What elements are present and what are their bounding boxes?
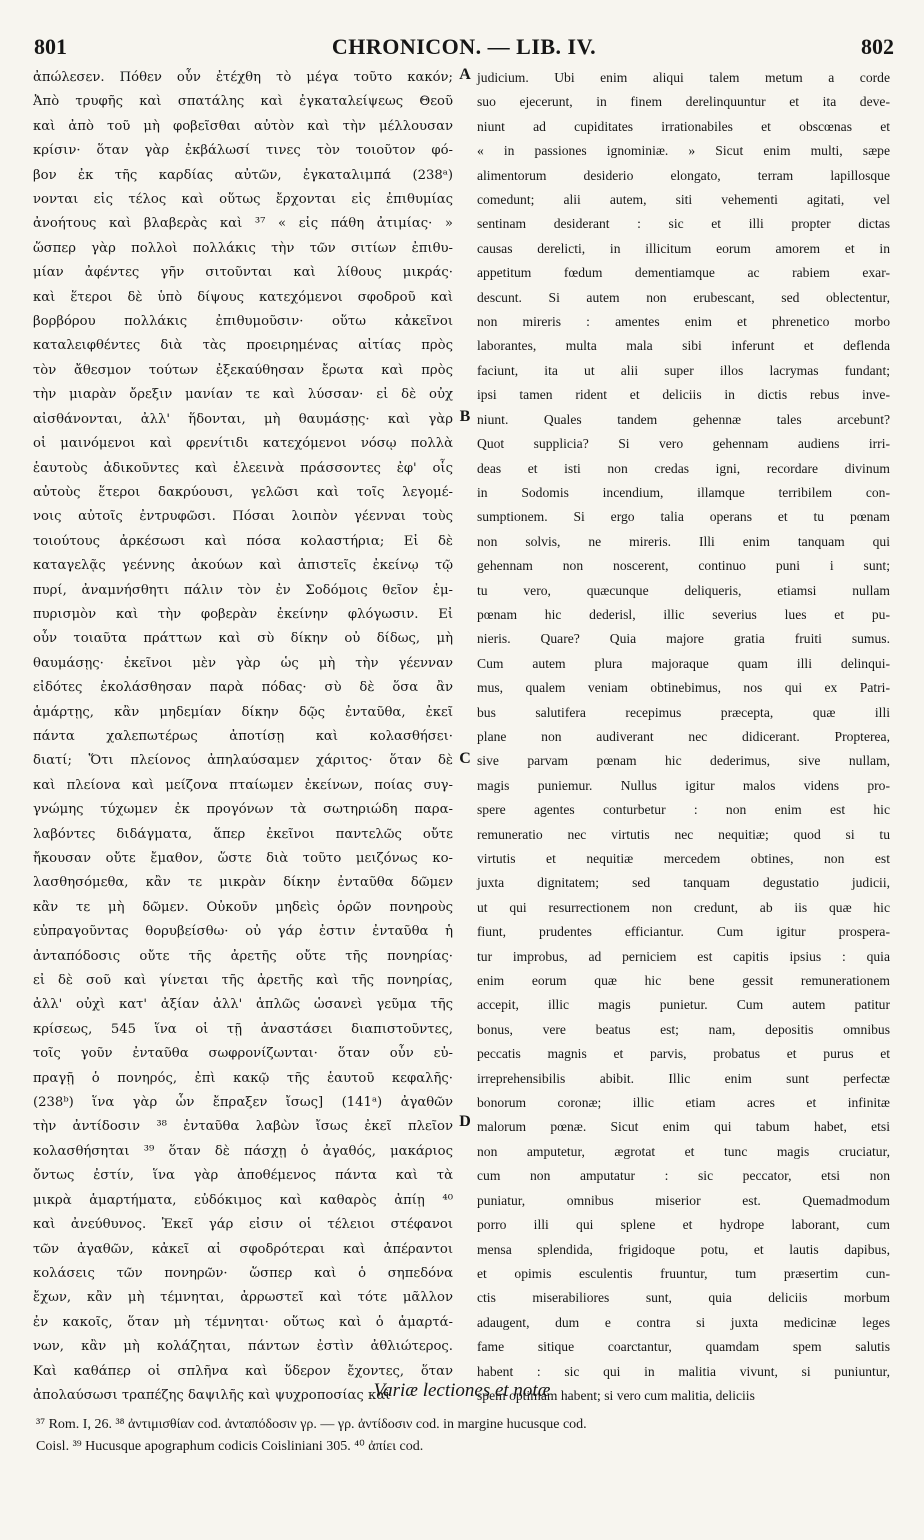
latin-text-line: bus salutifera recepimus præcepta, quæ illi xyxy=(477,704,890,720)
latin-text-line: et opimis esculentis fruuntur, tum præsertim cun- xyxy=(477,1265,890,1281)
latin-text-line: magis puniemur. Nullus igitur malos videns pro- xyxy=(477,777,890,793)
greek-text-line: ἐν κακοῖς, ὅταν μὴ τέμνηται· οὕτως καὶ ὁ ἁμαρτά- xyxy=(33,1314,453,1330)
greek-text-line: κολασθήσηται ³⁹ ὅταν δὲ πάσχῃ ὁ ἀγαθός, μακάριος xyxy=(33,1143,453,1159)
greek-text-line: τοῖς γοῦν ἐνταῦθα σωφρονίζωνται· ὅταν οὖν εὐ- xyxy=(33,1046,453,1062)
margin-letter-b: B xyxy=(459,408,471,425)
latin-text-line: tur improbus, ad perniciem est capitis ipsius : quia xyxy=(477,948,890,964)
greek-text-line: πάντα χαλεπωτέρως ἀποτίσῃ καὶ κολασθήσει· xyxy=(33,728,453,744)
greek-text-line: εἰδότες ἐκολάσθησαν παρὰ πόδας· σὺ δὲ ὅσα ἂν xyxy=(33,680,453,696)
greek-text-line: εὐπραγοῦντας θορυβείσθω· οὐ γάρ ἐστιν ἐνταῦθα ἡ xyxy=(33,924,453,940)
latin-text-line: malorum pœnæ. Sicut enim qui tabum habet, etsi xyxy=(477,1119,890,1135)
latin-text-line: ut qui resurrectionem non credunt, ab iis quæ hic xyxy=(477,899,890,915)
greek-text-line: λαβόντες διδάγματα, ἅπερ ἐκεῖνοι παντελῶς οὔτε xyxy=(33,826,453,842)
greek-text-line: λασθησόμεθα, κἂν τε μικρὰν δίκην ἐνταῦθα δῶμεν xyxy=(33,875,453,891)
latin-text-line: Cum autem plura majoraque quam illi delinqui- xyxy=(477,655,890,671)
latin-text-line: spere agentes conturbetur : non enim est hic xyxy=(477,802,890,818)
margin-letter-d: D xyxy=(459,1113,471,1130)
greek-text-line: κρίσιν· ὅταν γὰρ ἐκβάλωσί τινες τὸν τοιοῦτον φό- xyxy=(33,143,453,159)
greek-text-line: Καὶ καθάπερ οἱ σπλῆνα καὶ ὕδερον ἔχοντες, ὅταν xyxy=(33,1363,453,1379)
greek-text-line: μίαν ἀφέντες γῆν σιτοῦνται καὶ λίθους μικράς· xyxy=(33,265,453,281)
latin-text-line: tu vero, quæcunque deliqueris, etiamsi nullam xyxy=(477,582,890,598)
running-title: CHRONICON. — LIB. IV. xyxy=(331,34,597,59)
greek-text-line: οὖν τοιαῦτα πράττων καὶ σὺ δίκην οὐ δίδως, μὴ xyxy=(33,631,453,647)
greek-text-line: γνώμης τύχωμεν ἐκ προγόνων τὰ σωτηριώδη παρα- xyxy=(33,802,453,818)
margin-letter-a: A xyxy=(459,66,471,83)
greek-text-line: ἑαυτοὺς ἀδικοῦντες καὶ ἐλεεινὰ πράσσοντες ἐφ' οἷς xyxy=(33,460,453,476)
latin-text-line: descunt. Si autem non erubescant, sed oblectentur, xyxy=(477,289,890,305)
greek-text-line: τὴν ἀντίδοσιν ³⁸ ἐνταῦθα λαβὼν ἴσως ἐκεῖ πλεῖον xyxy=(33,1119,453,1135)
latin-text-line: bonus, vere beatus est; nam, depositis omnibus xyxy=(477,1021,890,1037)
latin-text-line: porro illi qui splene et hydrope laborant, cum xyxy=(477,1217,890,1233)
latin-text-line: remuneratio nec virtutis nec nequitiæ; quod si tu xyxy=(477,826,890,842)
greek-text-line: καὶ ἕτεροι δὲ ὑπὸ δίψους κατεχόμενοι σφοδροῦ καὶ xyxy=(33,289,453,305)
latin-text-line: sumptionem. Si ergo talia operans et tu pœnam xyxy=(477,509,890,525)
greek-text-line: ἀνταπόδοσις οὔτε τῆς ἀρετῆς οὔτε τῆς πονηρίας· xyxy=(33,948,453,964)
latin-text-line: plane non audiverant nec didicerant. Propterea, xyxy=(477,728,890,744)
latin-text-line: enim eorum quæ hic bene gessit remunerationem xyxy=(477,973,890,989)
latin-text-line: causas derelicti, in illicitum eorum amorem et in xyxy=(477,240,890,256)
latin-text-line: spem optimam habent; si vero cum malitia, deliciis xyxy=(477,1387,755,1403)
latin-text-column xyxy=(477,66,890,1403)
greek-text-line: τοιούτους ἀρκέσωσι καὶ πόσα κολαστήρια; Εἰ δὲ xyxy=(33,533,453,549)
greek-text-line: μικρὰ ἁμαρτήματα, εὐδόκιμος καὶ καθαρὸς ἀπίῃ ⁴⁰ xyxy=(33,1192,453,1208)
greek-text-line: ἁμάρτῃς, κἂν μηδεμίαν δίκην δῷς ἐνταῦθα, ἐκεῖ xyxy=(33,704,453,720)
greek-text-line: (238ᵇ) ἵνα γὰρ ὧν ἔπραξεν ἴσως] (141ᵃ) ἀγαθῶν xyxy=(33,1095,453,1111)
latin-text-line: appetitum fœdum dementiamque ac rabiem exar- xyxy=(477,265,890,281)
greek-text-line: καταλειφθέντες διὰ τὰς προειρημένας αἰτίας πρὸς xyxy=(33,338,453,354)
footnotes xyxy=(36,1414,894,1458)
greek-text-line: πυρί, ἀναμνήσθητι πάλιν τὸν ἐν Σοδόμοις θεῖον ἐμ- xyxy=(33,582,453,598)
latin-text-line: gehennam non noscerent, continuo puni i sunt; xyxy=(477,558,890,574)
latin-text-line: accepit, illic magis punietur. Cum autem patitur xyxy=(477,997,890,1013)
latin-text-line: in Sodomis incendium, illamque terribilem con- xyxy=(477,484,890,500)
greek-text-line: νοις αὐτοῖς ἐντρυφῶσι. Πόσαι λοιπὸν γέενναι τοὺς xyxy=(33,509,453,525)
greek-text-line: νων, κἂν μὴ κολάζηται, πάντων ἐστὶν ἀθλιώτερος. xyxy=(33,1339,453,1355)
greek-text-line: πραγῇ ὁ πονηρός, ἐπὶ κακῷ τῆς ἑαυτοῦ κεφαλῆς· xyxy=(33,1070,453,1086)
greek-text-line: ἤκουσαν οὔτε ἔμαθον, ὥστε διὰ τοῦτο μειζόνως κο- xyxy=(33,851,453,866)
greek-text-line: διατί; Ὅτι πλείονος ἀπηλαύσαμεν χάριτος· ὅταν δὲ xyxy=(33,753,453,769)
latin-text-line: adaugent, dum e contra si juxta medicinæ leges xyxy=(477,1314,890,1330)
greek-text-line: θαυμάσῃς· ἐκεῖνοι μὲν γὰρ ὡς μὴ τὴν γέενναν xyxy=(33,655,453,671)
greek-text-line: κρίσεως, 545 ἵνα οἱ τῇ ἀναστάσει διαπιστοῦντες, xyxy=(33,1021,453,1037)
latin-text-line: habent : sic qui in malitia vivunt, si puniuntur, xyxy=(477,1363,890,1379)
latin-text-line: non solvis, ne mireris. Illi enim tanquam qui xyxy=(477,533,890,549)
greek-text-line: ἀπολαύσωσι τραπέζης δαψιλῆς καὶ ψυχροποσίας καὶ xyxy=(33,1387,391,1403)
latin-text-line: sive parvam pœnam hic dederimus, sive nullam, xyxy=(477,753,890,769)
greek-text-line: ἀλλ' οὐχὶ κατ' ἀξίαν ἀλλ' ἁπλῶς ὡσανεὶ γεῦμα τῆς xyxy=(33,997,453,1013)
latin-text-line: puniatur, omnibus miserior est. Quemadmodum xyxy=(477,1192,890,1208)
running-header xyxy=(34,34,894,68)
greek-text-line: αἰσθάνονται, ἀλλ' ἥδονται, μὴ θαυμάσῃς· καὶ γὰρ xyxy=(33,411,453,427)
greek-text-column xyxy=(33,66,453,1403)
latin-text-line: ctis miserabiliores sunt, quia deliciis morbum xyxy=(477,1290,890,1306)
latin-text-line: ipsi tamen rident et deliciis in dictis rebus inve- xyxy=(477,387,890,403)
latin-text-line: laborantes, multa mala sibi inferunt et deflenda xyxy=(477,338,890,354)
latin-text-line: virtutis et nequitiæ mercedem obtines, non est xyxy=(477,851,890,866)
margin-letter-c: C xyxy=(459,750,471,767)
greek-text-line: εἰ δὲ σοῦ καὶ γίνεται τῆς ἀρετῆς καὶ τῆς πονηρίας, xyxy=(33,973,453,989)
greek-text-line: αὐτοὺς ἕτεροι δακρύουσι, γελῶσι καὶ τοῖς λεγομέ- xyxy=(33,484,453,500)
greek-text-line: νονται εἰς τέλος καὶ οὕτως ἔρχονται εἰς ἐπιθυμίας xyxy=(33,192,453,208)
latin-text-line: non amputetur, ægrotat et tunc magis cruciatur, xyxy=(477,1143,890,1159)
footnote-line: Coisl. ³⁹ Hucusque apographum codicis Coisliniani 305. ⁴⁰ ἀπίει cod. xyxy=(36,1439,424,1454)
latin-text-line: mus, qualem veniam obtinebimus, nos qui ex Patri- xyxy=(477,680,890,696)
latin-text-line: alimentorum desiderio elongato, terram lapillosque xyxy=(477,167,890,183)
notes-heading: Variæ lectiones et notæ xyxy=(373,1380,551,1401)
greek-text-line: ὥσπερ γὰρ πολλοὶ πολλάκις τὴν τῶν σιτίων ἐπιθυ- xyxy=(33,240,453,256)
latin-text-line: sentinam desiderant : sic et illi propter dictas xyxy=(477,216,890,232)
greek-text-line: κἂν τε μὴ δῶμεν. Οὐκοῦν μηδεὶς ὁρῶν πονηροὺς xyxy=(33,899,453,915)
latin-text-line: deas et isti non credas igni, recordare divinum xyxy=(477,460,890,476)
greek-text-line: Ἀπὸ τρυφῆς καὶ σπατάλης καὶ ἐγκαταλείψεως Θεοῦ xyxy=(33,94,453,110)
greek-text-line: καταγελᾷς γεέννης ἀκούων καὶ ἀπιστεῖς ἐκείνῳ τῷ xyxy=(33,558,453,574)
latin-text-line: comedunt; alii autem, siti vehementi agitati, vel xyxy=(477,192,890,208)
latin-text-line: fame sitique coarctantur, quamdam spem salutis xyxy=(477,1339,890,1355)
latin-text-line: irreprehensibilis abibit. Illic enim sunt perfectæ xyxy=(477,1070,890,1086)
greek-text-line: ἔχων, κἂν μὴ τέμνηται, ἀρρωστεῖ καὶ τότε μᾶλλον xyxy=(33,1290,453,1306)
greek-text-line: βορβόρου πολλάκις ἐπιθυμοῦσιν· οὕτω κἀκεῖνοι xyxy=(33,314,453,330)
latin-text-line: Quot supplicia? Si vero gehennam audiens irri- xyxy=(477,436,890,452)
greek-text-line: ἀνοήτους καὶ βλαβερὰς καὶ ³⁷ « εἰς πάθη ἀτιμίας· » xyxy=(33,216,453,232)
greek-text-line: ὄντως ἐστίν, ἵνα γὰρ ἀποθέμενος πάντα καὶ τὰ xyxy=(33,1168,453,1184)
greek-text-line: κολάσεις τῶν πονηρῶν· ὥσπερ καὶ ὁ σηπεδόνα xyxy=(33,1265,453,1281)
greek-text-line: καὶ ἀπὸ τοῦ μὴ φοβεῖσθαι αὐτὸν καὶ τὴν μέλλουσαν xyxy=(33,118,453,134)
latin-text-line: cum non amputatur : sic peccator, etsi non xyxy=(477,1168,890,1184)
greek-text-line: καὶ πλείονα καὶ μείζονα πταίωμεν ἐκείνων, ποίας συγ- xyxy=(33,777,453,793)
greek-text-line: ἀπώλεσεν. Πόθεν οὖν ἐτέχθη τὸ μέγα τοῦτο κακόν; xyxy=(33,70,453,85)
greek-text-line: πυρισμὸν καὶ τὴν φοβερὰν ἐκείνην φλόγωσιν. Εἰ xyxy=(33,606,453,622)
latin-text-line: niunt. Quales tandem gehennæ tales arcebunt? xyxy=(477,411,890,427)
footnote-line: ³⁷ Rom. I, 26. ³⁸ ἀντιμισθίαν cod. ἀνταπόδοσιν γρ. — γρ. ἀντίδοσιν cod. in margine hucusque cod. xyxy=(36,1417,587,1432)
latin-text-line: juxta dignitatem; sed tanquam degustatio judicii, xyxy=(477,875,890,891)
latin-text-line: bonorum coronæ; illic etiam acres et infinitæ xyxy=(477,1095,890,1111)
greek-text-line: τὴν μιαρὰν ὄρεξιν μανίαν τε καὶ λύσσαν· εἰ δὲ οὐχ xyxy=(33,387,453,403)
latin-text-line: fiunt, prudentes efficiantur. Cum igitur prospera- xyxy=(477,924,890,940)
latin-text-line: suo ejecerunt, in finem derelinquuntur et ita deve- xyxy=(477,94,890,110)
latin-text-line: pœnam hic dederisl, illic severius lues et pu- xyxy=(477,606,890,622)
greek-text-line: βον ἐκ τῆς καρδίας αὐτῶν, ἐγκαταλιμπά (238ᵃ) xyxy=(33,167,453,183)
latin-text-line: judicium. Ubi enim aliqui talem metum a corde xyxy=(477,70,890,85)
latin-text-line: peccatis magnis et parvis, probatus et purus et xyxy=(477,1046,890,1062)
greek-text-line: καὶ ἀνεύθυνος. Ἐκεῖ γάρ εἰσιν οἱ τέλειοι στέφανοι xyxy=(33,1217,453,1233)
latin-text-line: « in passiones ignominiæ. » Sicut enim multi, sæpe xyxy=(477,143,890,159)
latin-text-line: mensa splendida, frigidoque potu, et lautis dapibus, xyxy=(477,1241,890,1257)
latin-text-line: non mireris : amentes enim et phrenetico morbo xyxy=(477,314,890,330)
greek-text-line: τὸν ἄθεσμον τούτων ἐξεκαύθησαν ἔρωτα καὶ πρὸς xyxy=(33,362,453,378)
greek-text-line: τῶν ἀγαθῶν, κἀκεῖ αἱ σφοδρότεραι καὶ ἀπέραντοι xyxy=(33,1241,453,1257)
latin-text-line: niunt ad cupiditates irrationabiles et obscœnas et xyxy=(477,118,890,134)
page-number-right: 802 xyxy=(860,34,894,59)
greek-text-line: οἱ μαινόμενοι καὶ φρενίτιδι κατεχόμενοι νόσῳ πολλὰ xyxy=(33,436,453,452)
latin-text-line: nieris. Quare? Quia majore gratia fruiti sumus. xyxy=(477,631,890,647)
latin-text-line: faciunt, ita ut alii super illos lacrymas fundant; xyxy=(477,362,890,378)
page-number-left: 801 xyxy=(34,34,67,59)
